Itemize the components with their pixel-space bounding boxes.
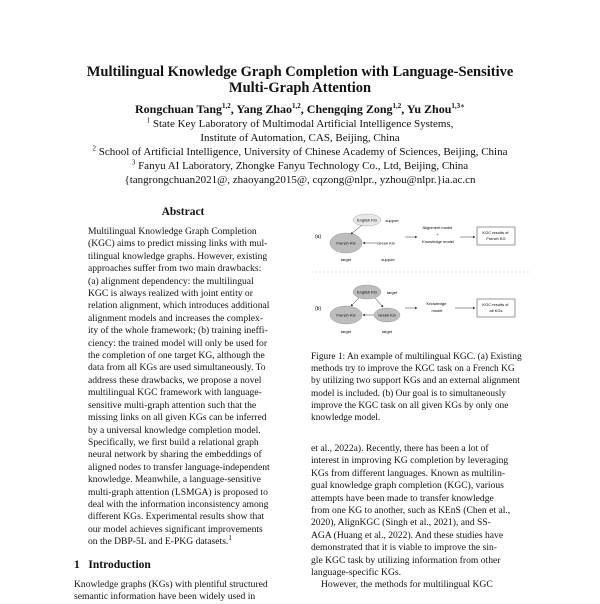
author-affil: 1,2 [392,102,402,110]
box-line: all KGs [489,308,503,313]
abstract-last-line: on the DBP-5L and E-PKG datasets. [88,536,229,548]
affil-text: State Key Laboratory of Multimodal Artificial Intelligence Systems, [152,118,454,130]
abstract-line: knowledge. Meanwhile, a language-sensitive [88,474,261,486]
abstract-line: sensitive multi-graph attention such that the [88,399,257,411]
arrow [375,298,383,307]
author-list: Rongchuan Tang$^{1,2}$, Yang Zhao$^{1,2}$, Chengqing Zong$^{1,2}$, Yu Zhou$^{1,3∗}$ [135,102,465,116]
affiliation-1-line-1 [0,117,600,131]
target-label: target [340,257,352,262]
introduction-body [74,579,294,604]
box-line: + [436,232,439,237]
footnote-mark: 1 [228,533,232,542]
box-line: French KG [486,236,506,241]
result-text-a [482,230,509,241]
body-line: gual knowledge graph completion (KGC), various [311,480,504,492]
abstract-line: aligned nodes to transfer language-independent [88,461,270,473]
affil-mark: 2 [92,144,96,153]
box-line: Alignment model [422,225,453,230]
section-number: 1 [74,559,80,571]
author-affil: 1,3∗ [451,102,465,110]
body-line: language-specific KGs. [311,567,402,579]
body-line: KGs from different languages. Known as multilin- [311,467,506,479]
abstract-line: Specifically, we first build a relational graph [88,436,259,448]
target-label: target [386,290,398,295]
panel-b [315,285,515,334]
body-line: gle KGC task by utilizing information from other [311,554,501,566]
box-line: Knowledge [426,301,447,306]
panel-label-a: (a) [315,234,322,240]
figure-1-caption [311,351,533,424]
target-label: target [381,329,393,334]
abstract-line: ciency: the trained model will only be used for [88,337,268,349]
figure-1-diagram [313,205,533,350]
abstract-line: missing links on all given KGs can be inferred [88,412,267,424]
support-label: support [381,257,395,262]
body-line: attempts have been made to transfer knowledge [311,492,494,504]
abstract-line: the completion of one target KG, although the [88,350,265,362]
abstract-body [88,226,294,549]
affil-mark: 1 [146,116,151,125]
body-line: demonstrated that it is viable to improve the sin- [311,542,497,554]
body-line: AGA (Huang et al., 2022). And these studies have [311,529,504,541]
author-name: Yang Zhao [236,102,293,116]
author-name: Yu Zhou [406,102,452,116]
author-affil: 1,2 [222,102,231,110]
alignment-model-box [422,225,454,244]
affil-text: Fanyu AI Laboratory, Zhongke Fanyu Technology Co., Ltd, Beijing, China [138,160,469,172]
affil-text: School of Artificial Intelligence, University of Chinese Academy of Sciences, Beijing, China [98,146,508,158]
abstract-line: relation alignment, which introduces additional [88,300,270,312]
abstract-line: alignment models and increases the complex- [88,312,264,324]
abstract-line: approaches suffer from two main drawbacks: [88,263,262,275]
english-kg-label: English KG [356,289,378,295]
caption-line: model is included. (b) Our goal is to simultaneously [311,388,507,399]
abstract-line: neural network by sharing the embeddings of [88,449,262,461]
english-kg-label: English KG [356,217,378,223]
section-title: Introduction [88,559,151,571]
body-line: from one KG to another, such as KEnS (Chen et al., [311,505,511,517]
abstract-line: different KGs. Experimental results show that [88,511,265,523]
abstract-line [88,533,294,548]
caption-line: methods try to improve the KGC task on a French KG [311,364,515,375]
affiliation-1-line-2: Institute of Automation, CAS, Beijing, China [200,132,400,144]
body-line: However, the methods for multilingual KGC [321,579,493,591]
abstract-line: ity of the whole framework; (b) training ineffi- [88,325,268,337]
body-line: et al., 2022a). Recently, there has been a lot of [311,443,489,454]
panel-label-b: (b) [315,306,322,312]
author-name: Chengqing Zong [306,102,393,116]
abstract-line: deal with the information inconsistency among [88,498,269,510]
box-line: Knowledge model [422,239,454,244]
author-emails: {tangrongchuan2021@, zhaoyang2015@, cqzong@nlpr., yzhou@nlpr.}ia.ac.cn [124,174,476,186]
paper-title-line-2: Multi-Graph Attention [228,80,372,96]
french-kg-label: French KG [336,240,356,246]
greek-kg-label: Greek KG [378,312,396,318]
intro-line: semantic information have been widely used in [74,591,256,603]
intro-line: Knowledge graphs (KGs) with plentiful structured [74,579,268,590]
target-label: target [340,329,352,334]
abstract-line: tilingual knowledge graphs. However, existing [88,250,268,262]
abstract-line: Multilingual Knowledge Graph Completion [88,226,257,237]
affil-mark: 3 [131,158,136,167]
french-kg-label: French KG [336,312,356,318]
box-line: model [431,308,443,313]
knowledge-model-box [427,301,448,313]
greek-kg-label: Greek KG [377,240,395,246]
abstract-line: (a) alignment dependency: the multilingual [88,275,254,287]
abstract-line: KGC is always realized with joint entity or [88,288,253,300]
section-heading-introduction [74,559,151,571]
abstract-line: multilingual KGC framework with language- [88,387,262,399]
body-line: 2020), AlignKGC (Singh et al., 2021), and SS- [311,517,491,529]
paper-title-line-1: Multilingual Knowledge Graph Completion with Language-Sensitive [86,64,514,80]
affiliation-3 [0,159,600,173]
box-line: KGC results of [482,230,509,235]
arrow [351,225,362,234]
box-line: KGC results of [482,302,509,307]
caption-line: Figure 1: An example of multilingual KGC. (a) Existing [311,352,522,362]
abstract-line: address these drawbacks, we propose a novel [88,374,262,386]
affiliation-2 [0,145,600,159]
right-column-body [311,443,533,592]
caption-line: knowledge model. [311,413,381,424]
abstract-line: data from all KGs are used simultaneously. To [88,362,266,374]
arrow [351,298,359,306]
abstract-heading: Abstract [161,206,205,218]
abstract-line: multi-graph attention (LSMGA) is proposed to [88,486,268,498]
body-line: interest in improving KG completion by leveraging [311,455,509,467]
abstract-line: by a universal knowledge completion model. [88,424,261,436]
author-name: Rongchuan Tang [135,102,223,116]
author-affil: 1,2 [292,102,301,110]
caption-line: by utilizing two support KGs and an external alignment [311,376,520,387]
support-label: support [385,218,399,223]
abstract-line: our model achieves significant improvements [88,523,263,535]
caption-line: improve the KGC task on all given KGs by only one [311,400,509,411]
abstract-line: (KGC) aims to predict missing links with mul- [88,238,268,250]
panel-a [315,214,515,262]
